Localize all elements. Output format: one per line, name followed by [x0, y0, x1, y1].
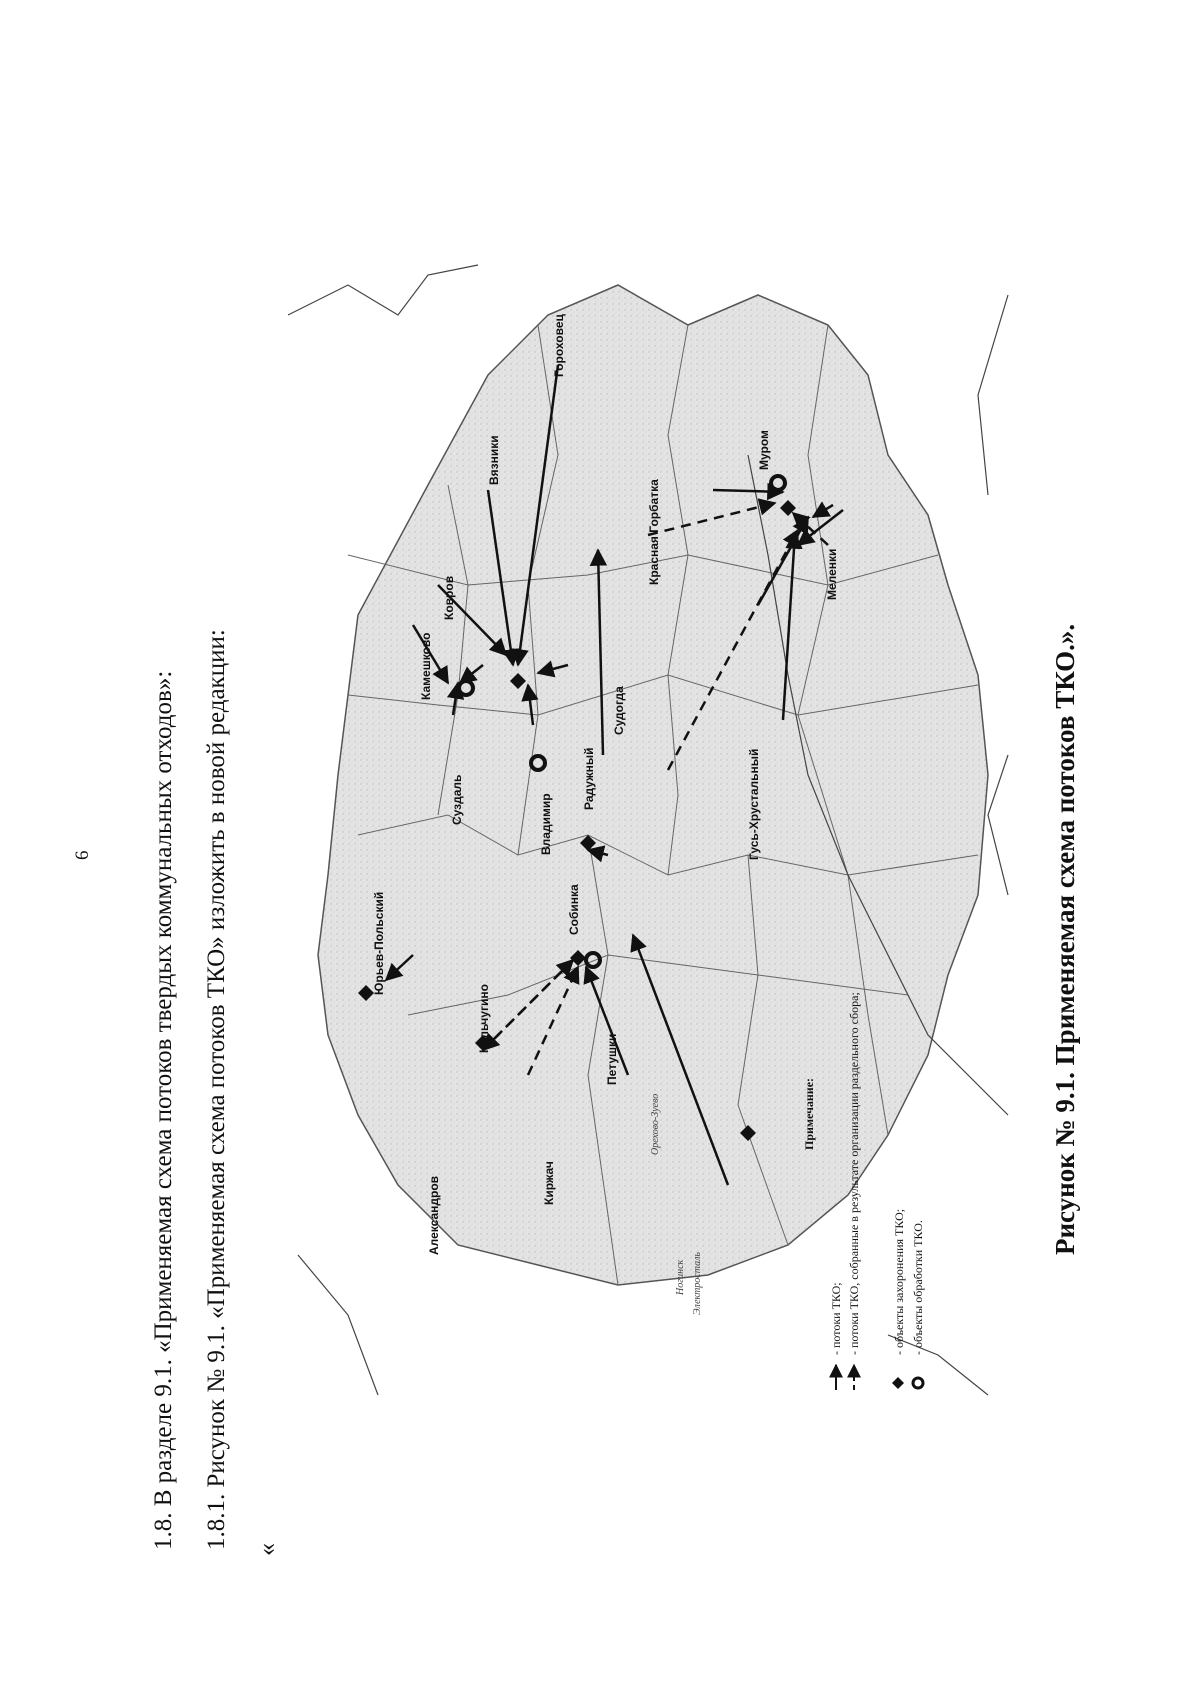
town-label: Ногинск [675, 1259, 686, 1295]
opening-quote: « [252, 1543, 281, 1556]
legend-separate-flow: - потоки ТКО, собранные в результате организации раздельного сбора; [847, 992, 861, 1355]
town-label: Петушки [605, 1033, 619, 1085]
town-label: Александров [427, 1175, 441, 1255]
waste-flow-map [288, 255, 1020, 1400]
town-label: Орехово-Зуево [650, 1093, 661, 1155]
legend-diamond-symbol [892, 1377, 904, 1389]
town-label: Юрьев-Польский [372, 891, 386, 995]
legend-title: Примечание: [802, 1077, 816, 1150]
subsection-text: 1.8.1. Рисунок № 9.1. «Применяемая схема потоков ТКО» изложить в новой редакции: [203, 629, 230, 1550]
town-label: Судогда [612, 686, 626, 735]
town-label: Кольчугино [477, 984, 491, 1053]
town-label: Камешково [419, 632, 433, 700]
town-label: Суздаль [450, 774, 464, 825]
town-label: Красная Горбатка [647, 479, 661, 585]
town-label: Гусь-Хрустальный [747, 748, 761, 860]
town-label: Владимир [539, 793, 553, 855]
legend-ring-symbol [913, 1378, 923, 1388]
town-label: Муром [757, 430, 771, 470]
figure-caption: Рисунок № 9.1. Применяемая схема потоков ТКО.». [1050, 623, 1080, 1255]
legend-burial: - объекты захоронения ТКО; [892, 1208, 906, 1355]
town-label: Гороховец [552, 314, 566, 377]
town-label: Меленки [825, 548, 839, 600]
page-number: 6 [72, 850, 93, 860]
town-label: Радужный [582, 747, 596, 810]
legend-processing: - объекты обработки ТКО. [911, 1220, 925, 1355]
section-heading: 1.8. В разделе 9.1. «Применяемая схема потоков твердых коммунальных отходов»: [150, 670, 177, 1550]
town-label: Собинка [567, 884, 581, 935]
map-svg [288, 255, 1020, 1400]
town-label: Ковров [442, 575, 456, 620]
town-label: Вязники [487, 435, 501, 485]
legend-flow: - потоки ТКО; [829, 1282, 843, 1355]
town-label: Киржач [542, 1161, 556, 1205]
town-label: Электросталь [692, 1252, 703, 1315]
